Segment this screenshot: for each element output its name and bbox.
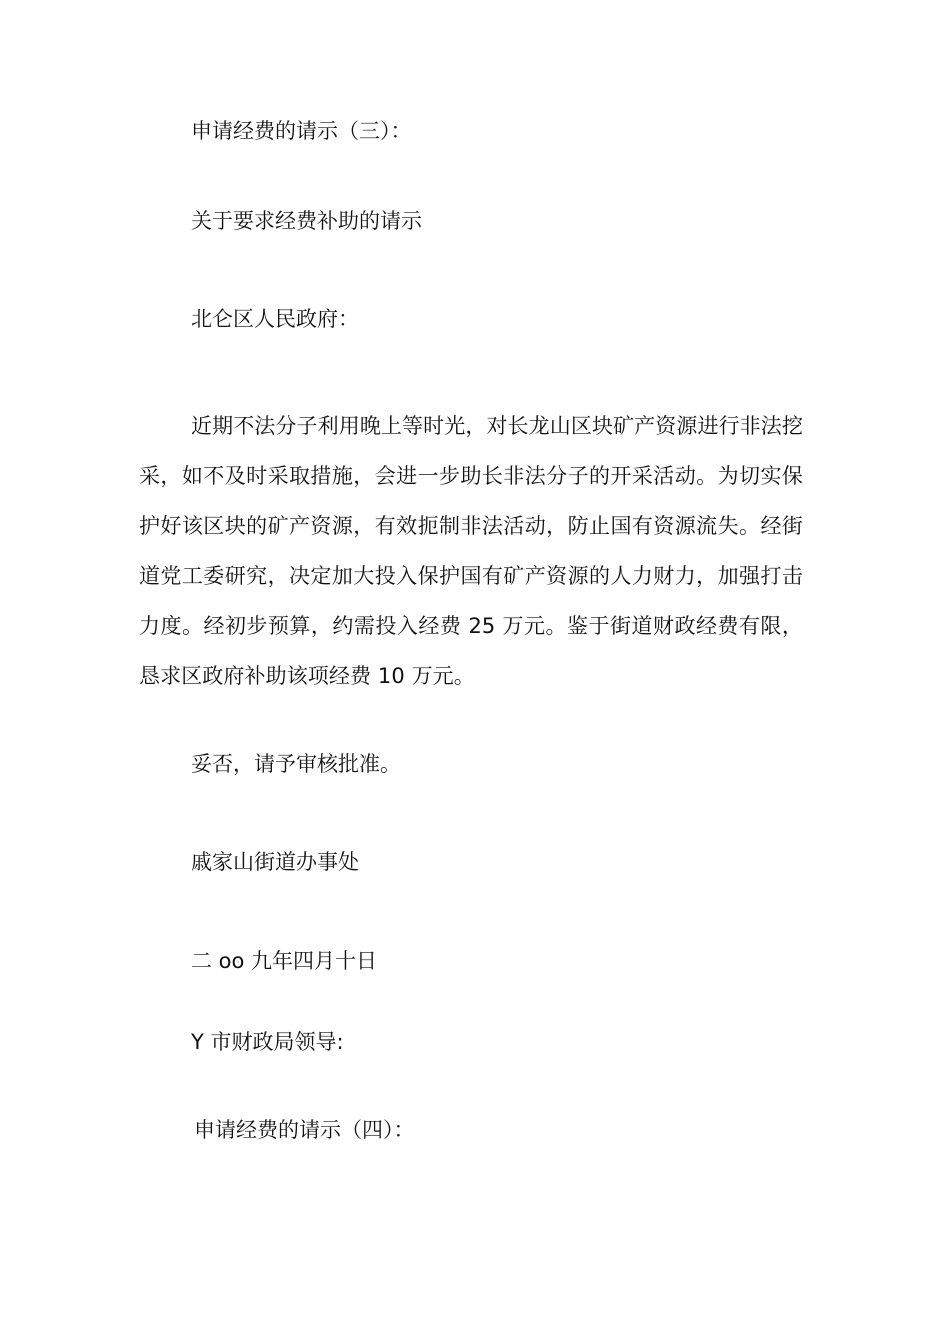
sender-line: 戚家山街道办事处 <box>191 850 359 874</box>
closing-line: 妥否，请予审核批准。 <box>191 752 401 776</box>
next-recipient-line: Y 市财政局领导: <box>191 1030 344 1054</box>
date-line: 二 oo 九年四月十日 <box>191 949 378 973</box>
subject-line: 关于要求经费补助的请示 <box>191 209 422 233</box>
body-paragraph: 近期不法分子利用晚上等时光，对长龙山区块矿产资源进行非法挖采，如不及时采取措施，会进一步助长非法分子的开采活动。为切实保护好该区块的矿产资源，有效扼制非法活动，防止国有资源流失。经街道党工委研究，决定加大投入保护国有矿产资源的人力财力，加强打击力度。经初步预算，约需投入经费 25 万元。鉴于街道财政经费有限，恳求区政府补助该项经费 10 万元。 <box>139 414 803 688</box>
recipient-line: 北仑区人民政府： <box>191 307 359 331</box>
heading-request-3: 申请经费的请示（三）： <box>191 119 412 143</box>
heading-request-4: 申请经费的请示（四）： <box>194 1118 415 1142</box>
